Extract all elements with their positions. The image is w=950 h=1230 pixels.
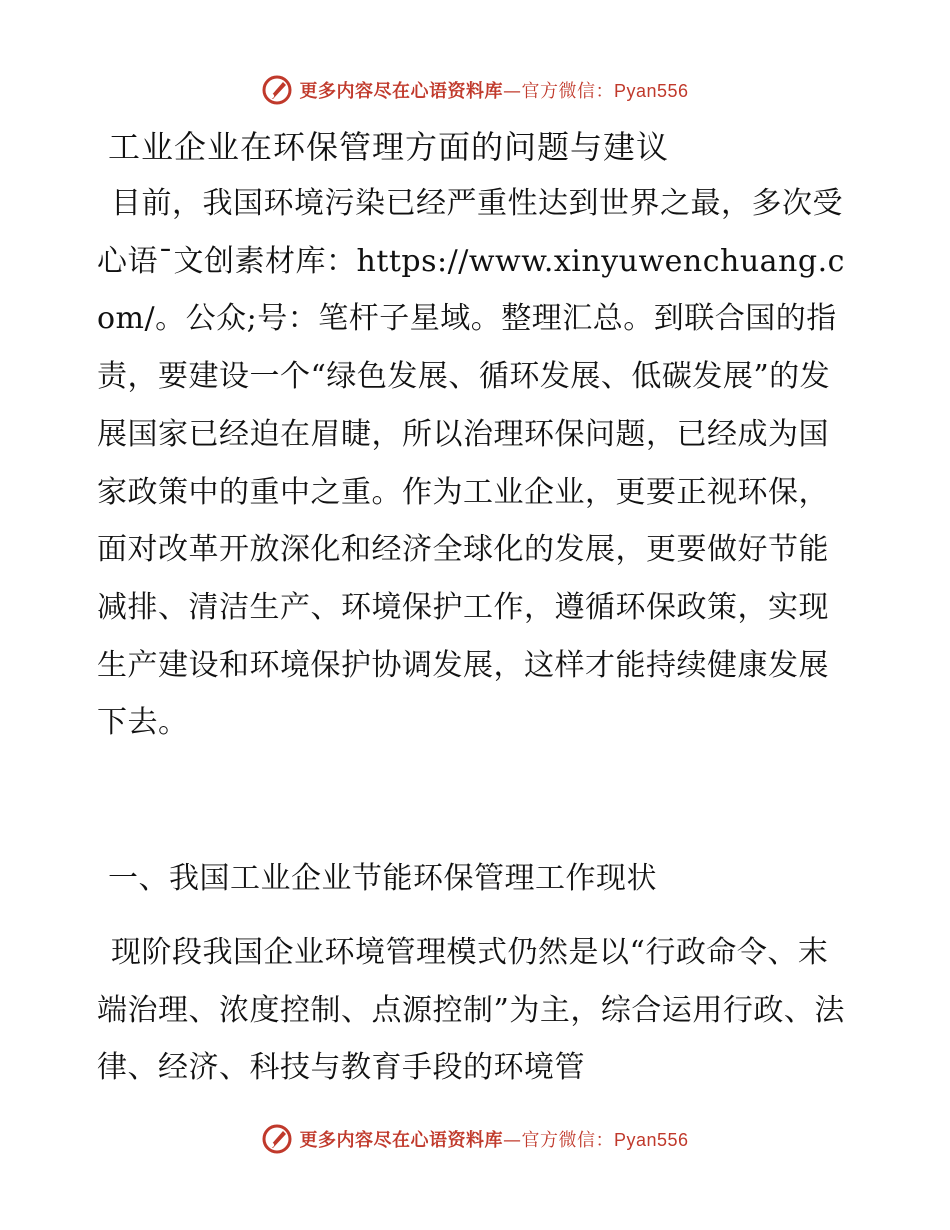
pen-seal-icon [261,1123,293,1155]
banner-wechat-label: 官方微信： [521,1130,614,1151]
banner-site-name: 更多内容尽在心语资料库 [299,81,503,102]
banner-content [261,1123,688,1155]
footer-banner [0,1119,950,1159]
banner-wechat-id: Pyan556 [613,1130,689,1150]
section-heading-1: 一、我国工业企业节能环保管理工作现状 [108,861,657,896]
pen-seal-icon [261,74,293,106]
banner-text [299,1126,688,1152]
banner-content [261,74,688,106]
document-title: 工业企业在环保管理方面的问题与建议 [108,128,670,166]
paragraph-intro: 目前，我国环境污染已经严重性达到世界之最，多次受心语¯文创素材库：https://www.xinyuwenchuang.com/。公众;号：笔杆子星域。整理汇总。到联合国的指责，要建设一个“绿色发展、循环发展、低碳发展”的发展国家已经迫在眉睫，所以治理环保问题，已经成为国家政策中的重中之重。作为工业企业，更要正视环保，面对改革开放深化和经济全球化的发展，更要做好节能减排、清洁生产、环境保护工作，遵循环保政策，实现生产建设和环境保护协调发展，这样才能持续健康发展下去。 [97,186,845,741]
banner-separator: — [502,81,522,102]
paragraph-status: 现阶段我国企业环境管理模式仍然是以“行政命令、末端治理、浓度控制、点源控制”为主，综合运用行政、法律、经济、科技与教育手段的环境管 [97,935,845,1086]
banner-wechat-id: Pyan556 [613,81,689,101]
header-banner [0,70,950,110]
banner-text [299,77,688,103]
banner-separator: — [502,1130,522,1151]
banner-site-name: 更多内容尽在心语资料库 [299,1130,503,1151]
banner-wechat-label: 官方微信： [521,81,614,102]
